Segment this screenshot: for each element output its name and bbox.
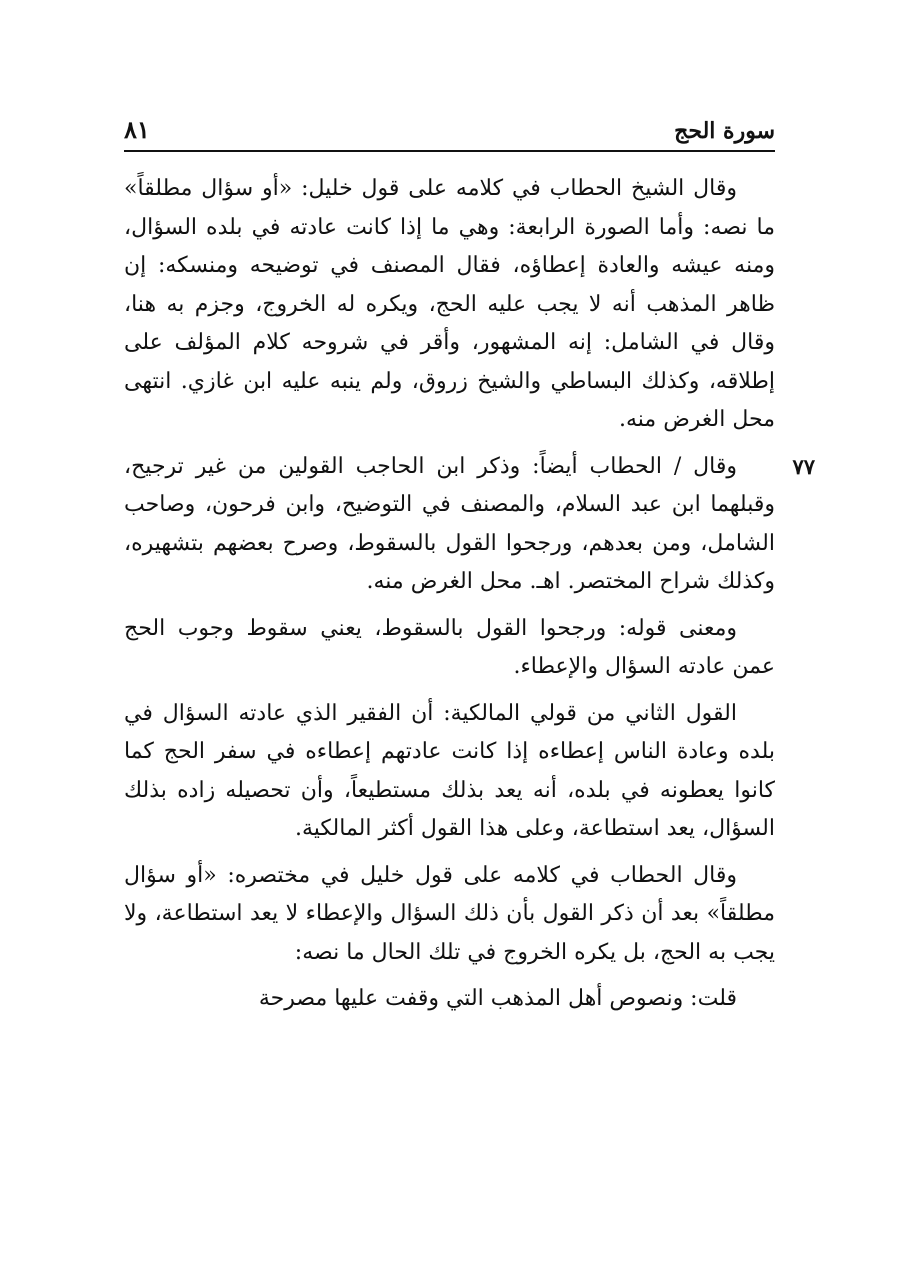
paragraph [124,980,775,1019]
paragraph-text: وقال الحطاب في كلامه على قول خليل في مختصره: «أو سؤال مطلقاً» بعد أن ذكر القول بأن ذلك السؤال والإعطاء لا يعد استطاعة، ولا يجب به الحج، بل يكره الخروج في تلك الحال ما نصه: [124,862,775,965]
page-header [124,108,775,152]
body-text [124,170,815,1027]
paragraph-text: ومعنى قوله: ورجحوا القول بالسقوط، يعني سقوط وجوب الحج عمن عادته السؤال والإعطاء. [124,615,775,679]
running-title: سورة الحج [674,118,775,144]
paragraph [124,857,775,973]
page-number: ٨١ [124,115,150,144]
paragraph-text: وقال الشيخ الحطاب في كلامه على قول خليل: «أو سؤال مطلقاً» ما نصه: وأما الصورة الرابعة: وهي ما إذا كانت عادته في بلده السؤال، ومنه عيشه والعادة إعطاؤه، فقال المصنف في توضيحه ومنسكه: إن ظاهر المذهب أنه لا يجب عليه الحج، ويكره له الخروج، وجزم به هنا، وقال في الشامل: إنه المشهور، وأقر في شروحه كلام المؤلف على إطلاقه، وكذلك البساطي والشيخ زروق، ولم ينبه عليه ابن غازي. انتهى محل الغرض منه. [124,176,775,432]
margin-page-marker: ٧٧ [792,453,815,479]
paragraph-text: وقال / الحطاب أيضاً: وذكر ابن الحاجب القولين من غير ترجيح، وقبلهما ابن عبد السلام، والمصنف في التوضيح، وابن فرحون، وصاحب الشامل، ومن بعدهم، ورجحوا القول بالسقوط، وصرح بعضهم بتشهيره، وكذلك شراح المختصر. اهـ. محل الغرض منه. [124,453,775,594]
paragraph [124,170,775,440]
paragraph-text: قلت: ونصوص أهل المذهب التي وقفت عليها مصرحة [258,986,737,1011]
paragraph [124,448,815,602]
paragraph [124,695,775,849]
header-rule [124,150,775,152]
paragraph-text: القول الثاني من قولي المالكية: أن الفقير الذي عادته السؤال في بلده وعادة الناس إعطاءه إذا كانت عادتهم إعطاءه في سفر الحج كما كانوا يعطونه في بلده، أنه يعد بذلك مستطيعاً، وأن تحصيله زاده بذلك السؤال، يعد استطاعة، وعلى هذا القول أكثر المالكية. [124,700,775,841]
paragraph [124,610,775,687]
